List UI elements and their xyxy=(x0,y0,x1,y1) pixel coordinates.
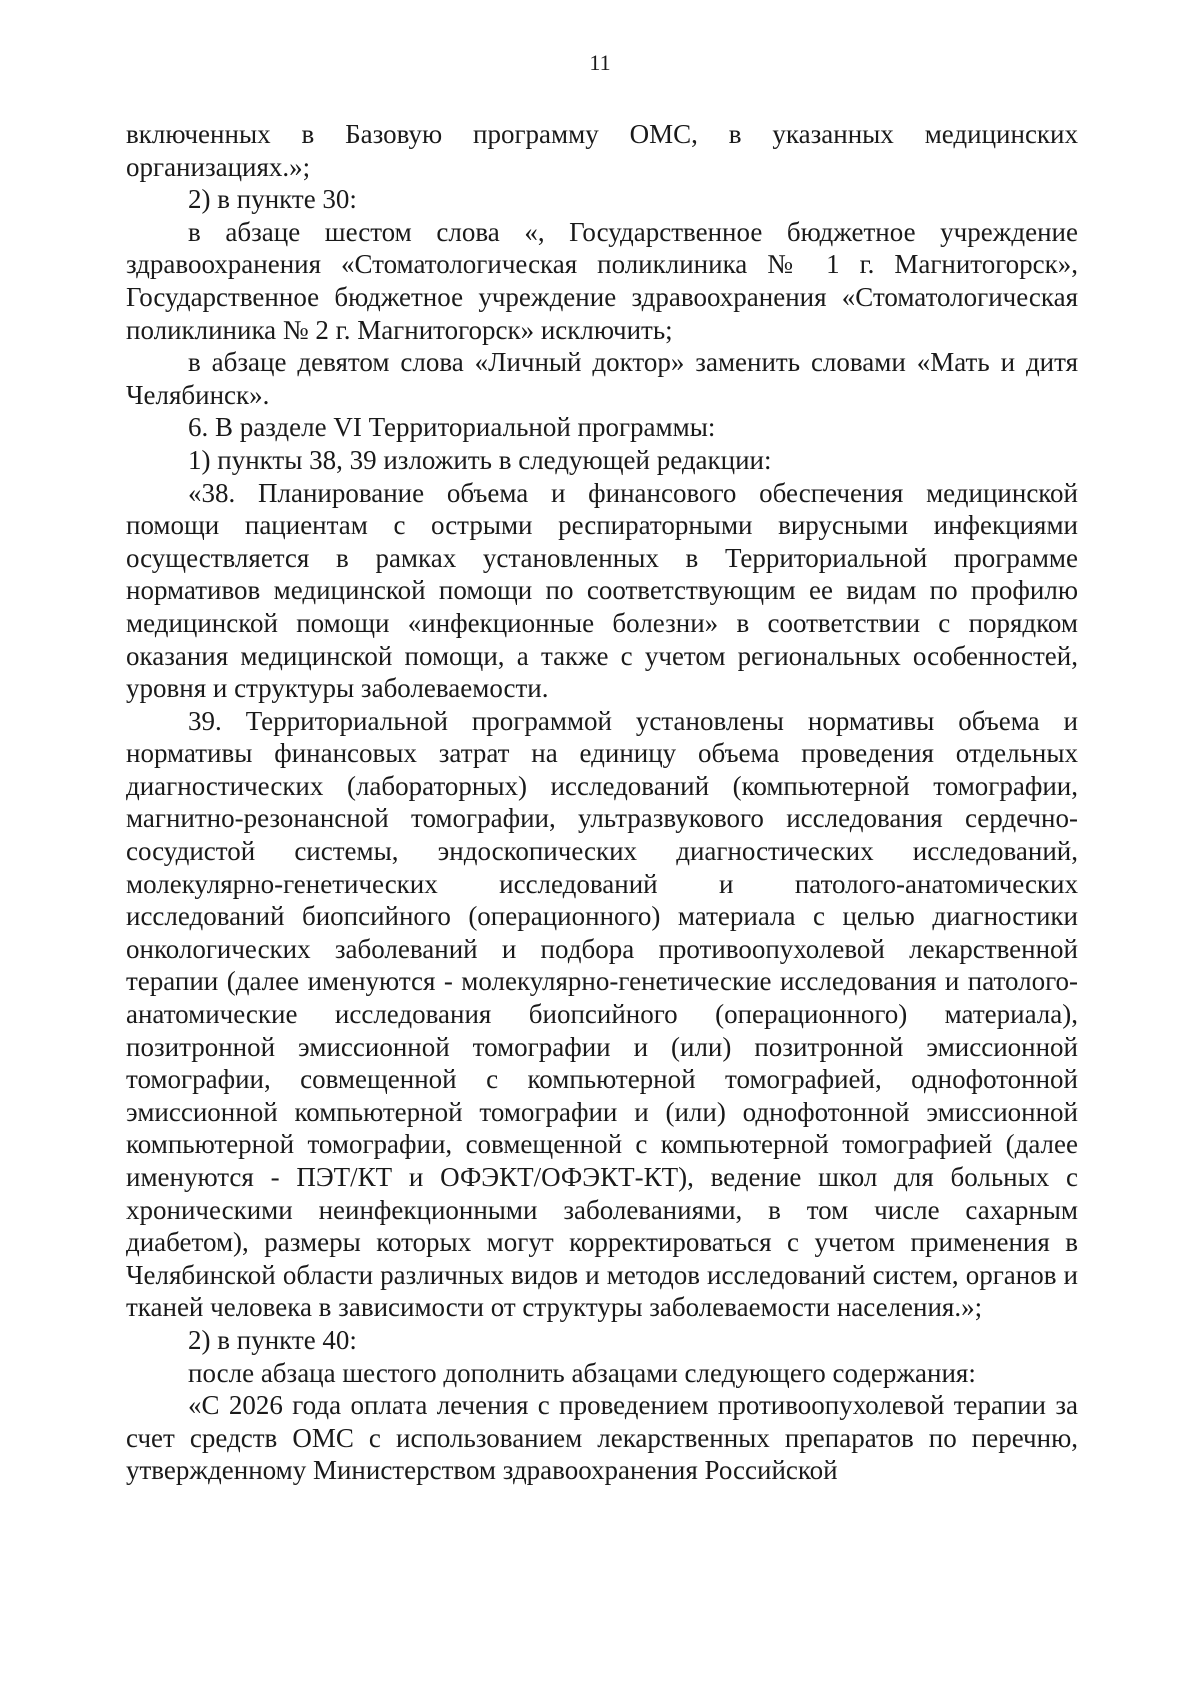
paragraph-section-6: 6. В разделе VI Территориальной программы: xyxy=(188,412,716,443)
paragraph-point-38: «38. Планирование объема и финансового обеспечения медицинской помощи пациентам с острыми респираторными вирусными инфекциями осуществляется в рамках установленных в Территориальной программе нормативов медицинской помощи по соответствующим ее видам по профилю медицинской помощи «инфекционные болезни» в соответствии с порядком оказания медицинской помощи, а также с учетом региональных особенностей, уровня и структуры заболеваемости. xyxy=(126,477,1078,704)
paragraph-ninth-abzac-change: в абзаце девятом слова «Личный доктор» заменить словами «Мать и дитя Челябинск». xyxy=(126,347,1078,410)
paragraph-2026-payment: «С 2026 года оплата лечения с проведением противоопухолевой терапии за счет средств ОМС с использованием лекарственных препаратов по перечню, утвержденному Министерством здравоохранения Российской xyxy=(126,1390,1078,1486)
paragraph-continuation: включенных в Базовую программу ОМС, в указанных медицинских организациях.»; xyxy=(126,119,1078,182)
page-number: 11 xyxy=(589,50,611,75)
paragraph-after-sixth-abzac: после абзаца шестого дополнить абзацами следующего содержания: xyxy=(188,1357,976,1388)
paragraph-item-1-points-38-39: 1) пункты 38, 39 изложить в следующей редакции: xyxy=(188,444,772,475)
paragraph-item-2-point-30: 2) в пункте 30: xyxy=(188,184,357,215)
document-body xyxy=(126,118,1078,1487)
paragraph-sixth-abzac-change: в абзаце шестом слова «, Государственное бюджетное учреждение здравоохранения «Стоматологическая поликлиника № 1 г. Магнитогорск», Государственное бюджетное учреждение здравоохранения «Стоматологическая поликлиника № 2 г. Магнитогорск» исключить; xyxy=(126,216,1078,345)
paragraph-point-39: 39. Территориальной программой установлены нормативы объема и нормативы финансовых затрат на единицу объема проведения отдельных диагностических (лабораторных) исследований (компьютерной томографии, магнитно-резонансной томографии, ультразвукового исследования сердечно-сосудистой системы, эндоскопических диагностических исследований, молекулярно-генетических исследований и патолого-анатомических исследований биопсийного (операционного) материала с целью диагностики онкологических заболеваний и подбора противоопухолевой лекарственной терапии (далее именуются - молекулярно-генетические исследования и патолого-анатомические исследования биопсийного (операционного) материала), позитронной эмиссионной томографии и (или) позитронной эмиссионной томографии, совмещенной с компьютерной томографией, однофотонной эмиссионной компьютерной томографии и (или) однофотонной эмиссионной компьютерной томографии, совмещенной с компьютерной томографией (далее именуются - ПЭТ/КТ и ОФЭКТ/ОФЭКТ-КТ), ведение школ для больных с хроническими неинфекционными заболеваниями, в том числе сахарным диабетом), размеры которых могут корректироваться с учетом применения в Челябинской области различных видов и методов исследований систем, органов и тканей человека в зависимости от структуры заболеваемости населения.»; xyxy=(126,705,1078,1323)
paragraph-item-2-point-40: 2) в пункте 40: xyxy=(188,1324,357,1355)
